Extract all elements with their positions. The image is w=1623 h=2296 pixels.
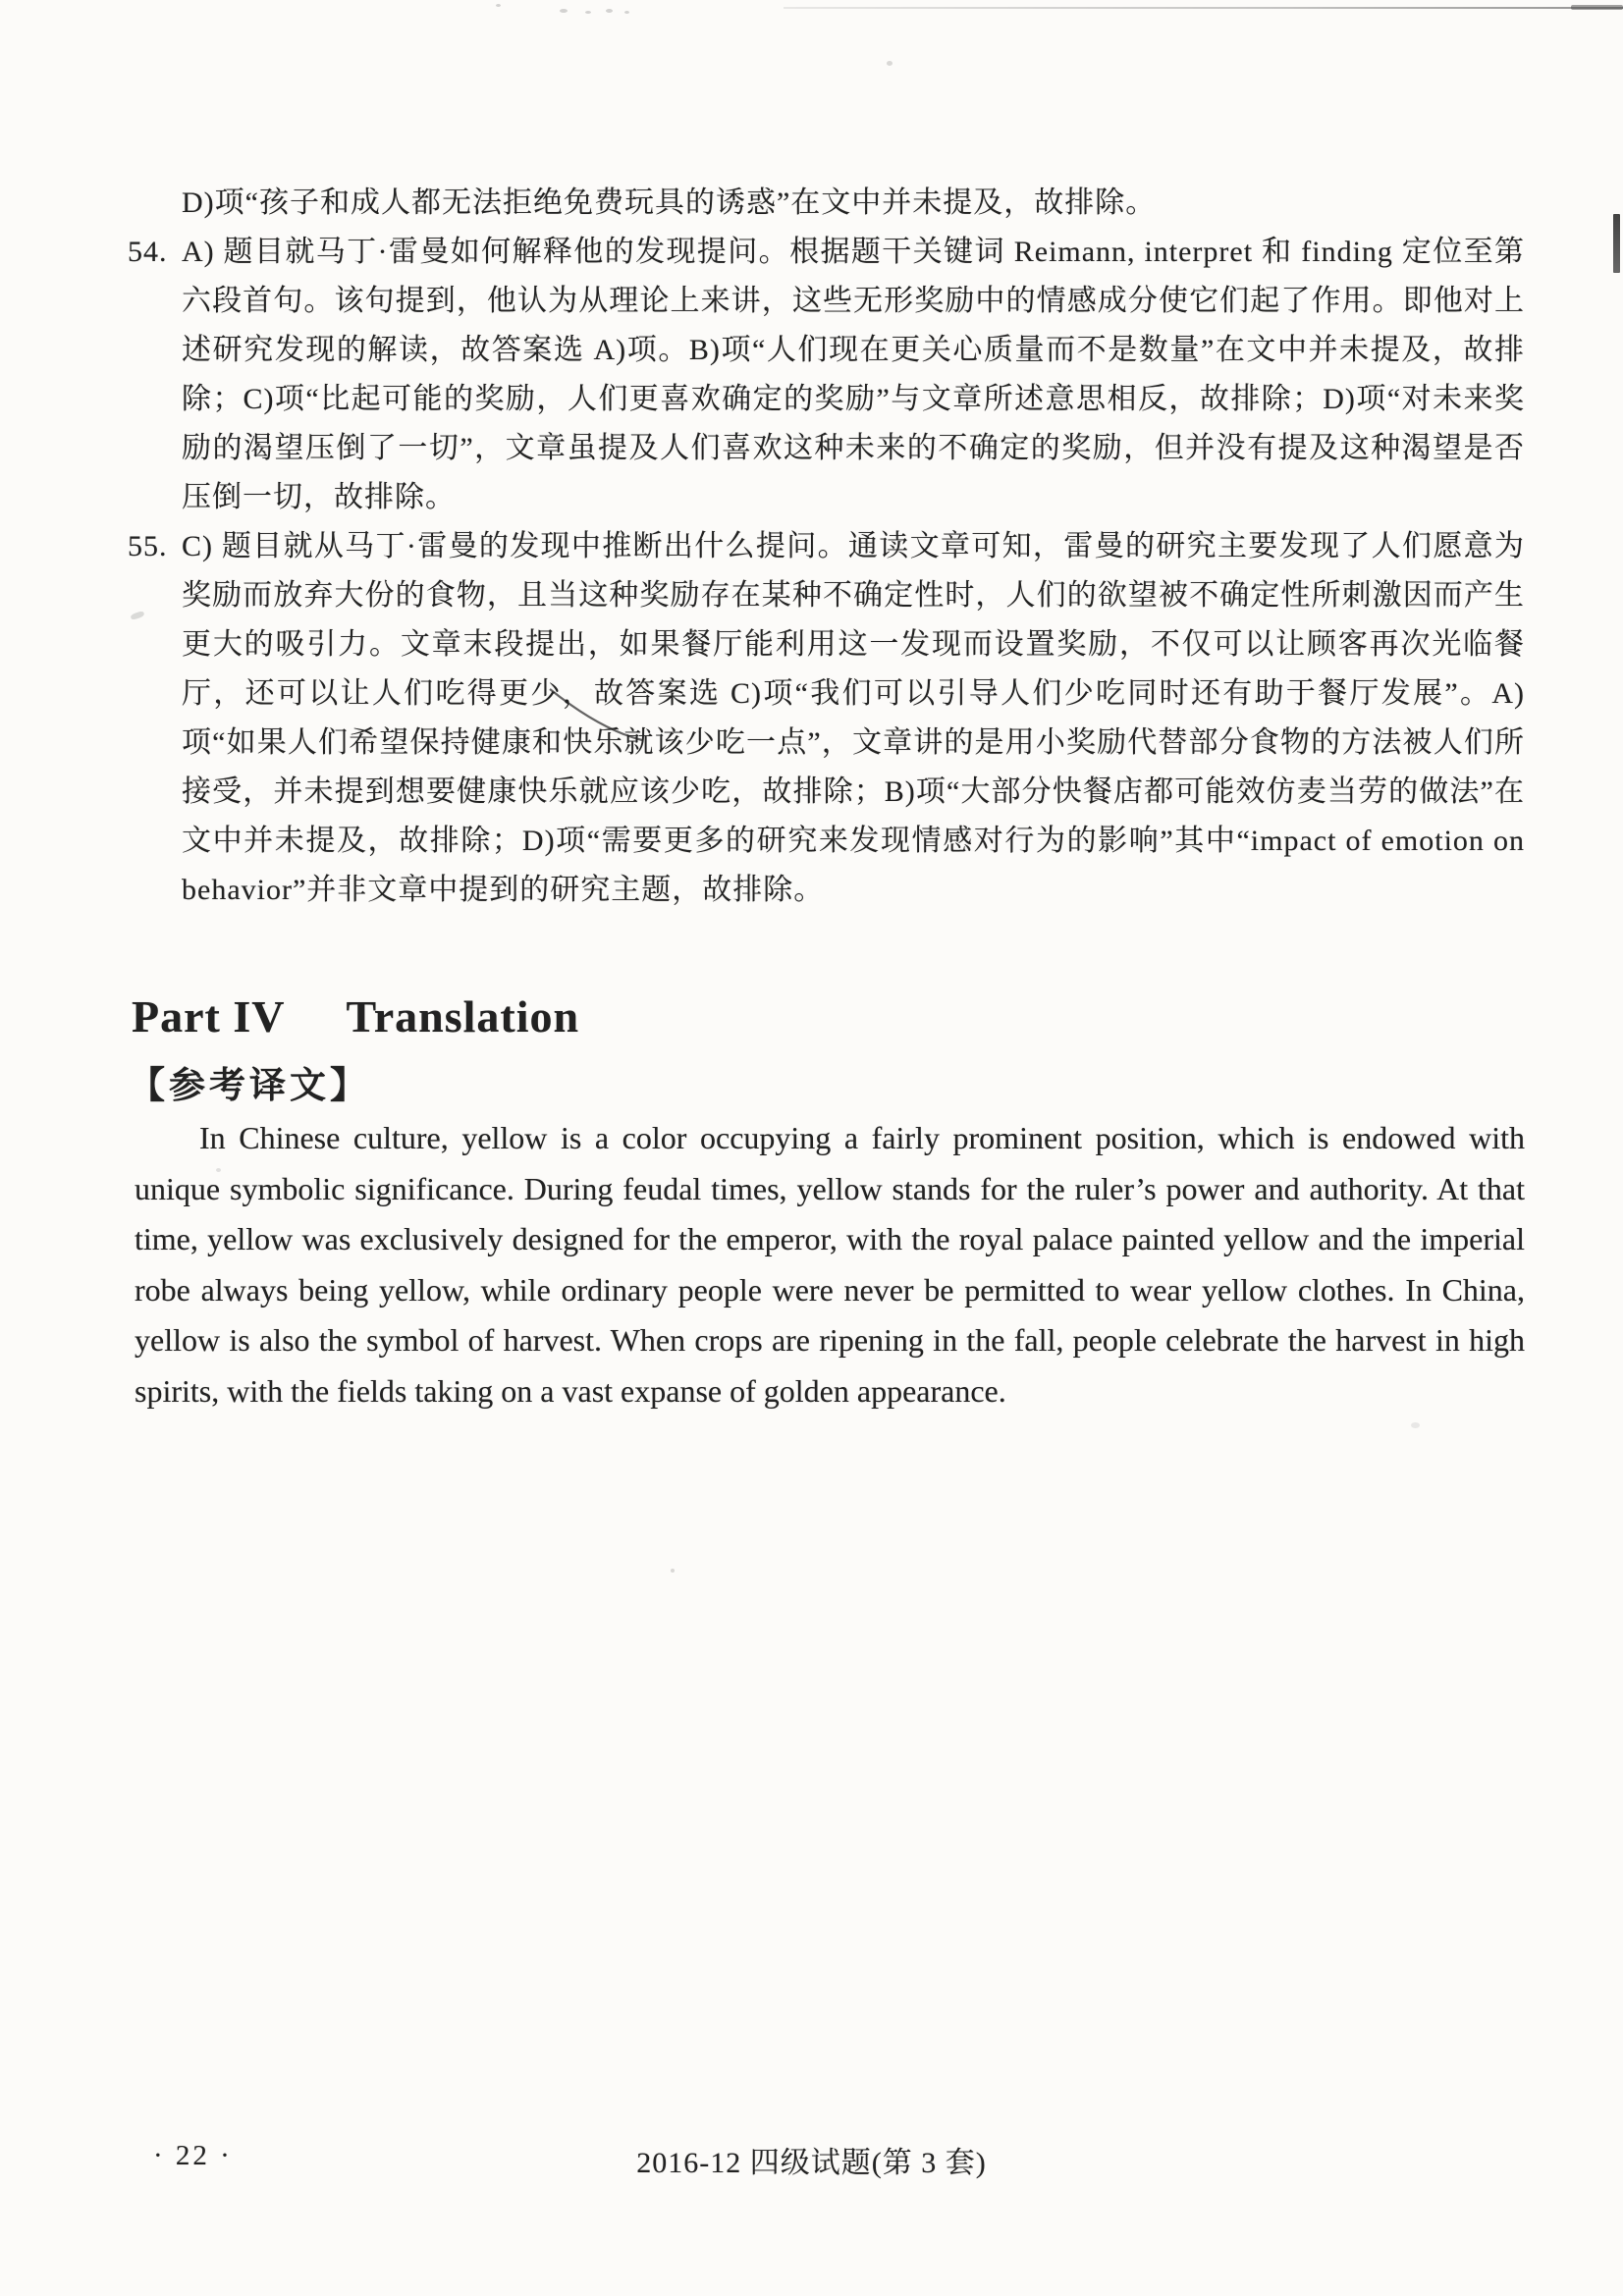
scan-hairline-artifact <box>784 7 1623 9</box>
scan-speck <box>496 4 501 7</box>
part-heading <box>132 990 579 1042</box>
scan-speck <box>606 9 613 13</box>
scan-hairline-end-artifact <box>1571 5 1623 10</box>
answer-explanations <box>128 179 1525 915</box>
part-title: Translation <box>346 991 580 1041</box>
answer-text: A) 题目就马丁·雷曼如何解释他的发现提问。根据题干关键词 Reimann, interpret 和 finding 定位至第六段首句。该句提到，他认为从理论上来讲，这些无形奖励中的情感成分使它们起了作用。即他对上述研究发现的解读，故答案选 A)项。B)项“人们现在更关心质量而不是数量”在文中并未提及，故排除；C)项“比起可能的奖励，人们更喜欢确定的奖励”与文章所述意思相反，故排除；D)项“对未来奖励的渴望压倒了一切”，文章虽提及人们喜欢这种未来的不确定的奖励，但并没有提及这种渴望是否压倒一切，故排除。 <box>182 236 1525 513</box>
question-number: 55. <box>128 530 168 562</box>
scan-speck <box>671 1569 675 1573</box>
question-number: 54. <box>128 236 168 268</box>
scan-speck <box>1411 1422 1420 1428</box>
footer-page-number: · 22 · <box>153 2140 233 2171</box>
scan-speck <box>624 11 629 14</box>
scan-speck <box>560 9 568 13</box>
answer-item-54 <box>128 228 1525 522</box>
answer-continuation-line: D)项“孩子和成人都无法拒绝免费玩具的诱惑”在文中并未提及，故排除。 <box>182 187 1157 219</box>
translation-paragraph: In Chinese culture, yellow is a color occupying a fairly prominent position, which is endowed with unique symbolic significance. During feudal times, yellow stands for the ruler’s power and authority. At that time, yellow was exclusively designed for the emperor, with the royal palace painted yellow and the imperial robe always being yellow, while ordinary people were never be permitted to wear yellow clothes. In China, yellow is also the symbol of harvest. When crops are ripening in the fall, people celebrate the harvest in high spirits, with the fields taking on a vast expanse of golden appearance. <box>135 1120 1525 1409</box>
answer-text: C) 题目就从马丁·雷曼的发现中推断出什么提问。通读文章可知，雷曼的研究主要发现了人们愿意为奖励而放弃大份的食物，且当这种奖励存在某种不确定性时，人们的欲望被不确定性所刺激因而产生更大的吸引力。文章末段提出，如果餐厅能利用这一发现而设置奖励，不仅可以让顾客再次光临餐厅，还可以让人们吃得更少，故答案选 C)项“我们可以引导人们少吃同时还有助于餐厅发展”。A)项“如果人们希望保持健康和快乐就该少吃一点”，文章讲的是用小奖励代替部分食物的方法被人们所接受，并未提到想要健康快乐就应该少吃，故排除；B)项“大部分快餐店都可能效仿麦当劳的做法”在文中并未提及，故排除；D)项“需要更多的研究来发现情感对行为的影响”其中“impact of emotion on behavior”并非文章中提到的研究主题，故排除。 <box>182 530 1525 906</box>
answer-item-55 <box>128 522 1525 915</box>
scan-speck <box>585 11 591 14</box>
scan-edge-artifact <box>1613 214 1620 273</box>
footer-edition-label: 2016-12 四级试题(第 3 套) <box>636 2147 987 2179</box>
part-label: Part IV <box>132 991 286 1041</box>
reference-translation-label: 【参考译文】 <box>129 1066 370 1106</box>
scan-speck <box>887 61 893 66</box>
